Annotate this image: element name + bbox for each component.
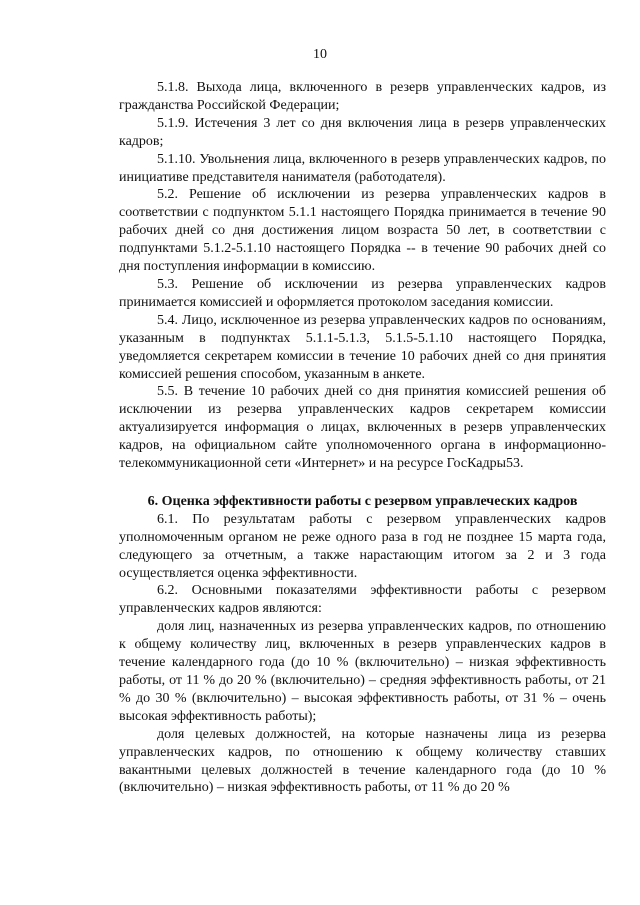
paragraph-indicator-appointed-share: доля лиц, назначенных из резерва управленческих кадров, по отношению к общему количеству лиц, включенных в резерв управленческих кадров в течение календарного года (до 10 % (включительно) – низкая эффективность работы, от 11 % до 20 % (включительно) – средняя эффективность работы, от 21 % до 30 % (включительно) – высокая эффективность работы, от 31 % – очень высокая эффективность работы); [119, 619, 606, 724]
document-body [119, 79, 606, 797]
paragraph-5-1-9: 5.1.9. Истечения 3 лет со дня включения лица в резерв управленческих кадров; [119, 115, 606, 149]
page-number: 10 [313, 47, 327, 62]
paragraph-5-1-8: 5.1.8. Выхода лица, включенного в резерв управленческих кадров, из гражданства Российской Федерации; [119, 80, 606, 113]
section-6-heading: 6. Оценка эффективности работы с резервом управлеческих кадров [147, 493, 578, 509]
paragraph-indicator-target-positions-share: доля целевых должностей, на которые назначены лица из резерва управленческих кадров, по отношению к общему количеству ставших вакантными целевых должностей в течение календарного года (до 10 % (включительно) – низкая эффективность работы, от 11 % до 20 % [119, 726, 606, 796]
paragraph-6-2: 6.2. Основными показателями эффективности работы с резервом управленческих кадров являются: [119, 583, 606, 617]
paragraph-5-4: 5.4. Лицо, исключенное из резерва управленческих кадров по основаниям, указанным в подпунктах 5.1.1-5.1.3, 5.1.5-5.1.10 настоящего Порядка, уведомляется секретарем комиссии в течение 10 рабочих дней со дня принятия комиссией решения способом, указанным в анкете. [119, 312, 606, 382]
paragraph-6-1: 6.1. По результатам работы с резервом управленческих кадров уполномоченным органом не реже одного раза в год не позднее 15 марта года, следующего за отчетным, а также нарастающим итогом за 2 и 3 года осуществляется оценка эффективности. [119, 511, 606, 581]
paragraph-5-5: 5.5. В течение 10 рабочих дней со дня принятия комиссией решения об исключении из резерва управленческих кадров секретарем комиссии актуализируется информация о лицах, включенных в резерв управленческих кадров, на официальном сайте уполномоченного органа в информационно-телекоммуникационной сети «Интернет» и на ресурсе ГосКадры53. [119, 384, 606, 472]
paragraph-5-2: 5.2. Решение об исключении из резерва управленческих кадров в соответствии с подпунктом 5.1.1 настоящего Порядка принимается в течение 90 рабочих дней со дня достижения лицом возраста 50 лет, в соответствии с подпунктами 5.1.2-5.1.10 настоящего Порядка -- в течение 90 рабочих дней со дня поступления информации в комиссию. [119, 187, 606, 275]
paragraph-5-3: 5.3. Решение об исключении из резерва управленческих кадров принимается комиссией и оформляется протоколом заседания комиссии. [119, 276, 606, 310]
paragraph-5-1-10: 5.1.10. Увольнения лица, включенного в резерв управленческих кадров, по инициативе представителя нанимателя (работодателя). [119, 151, 606, 185]
